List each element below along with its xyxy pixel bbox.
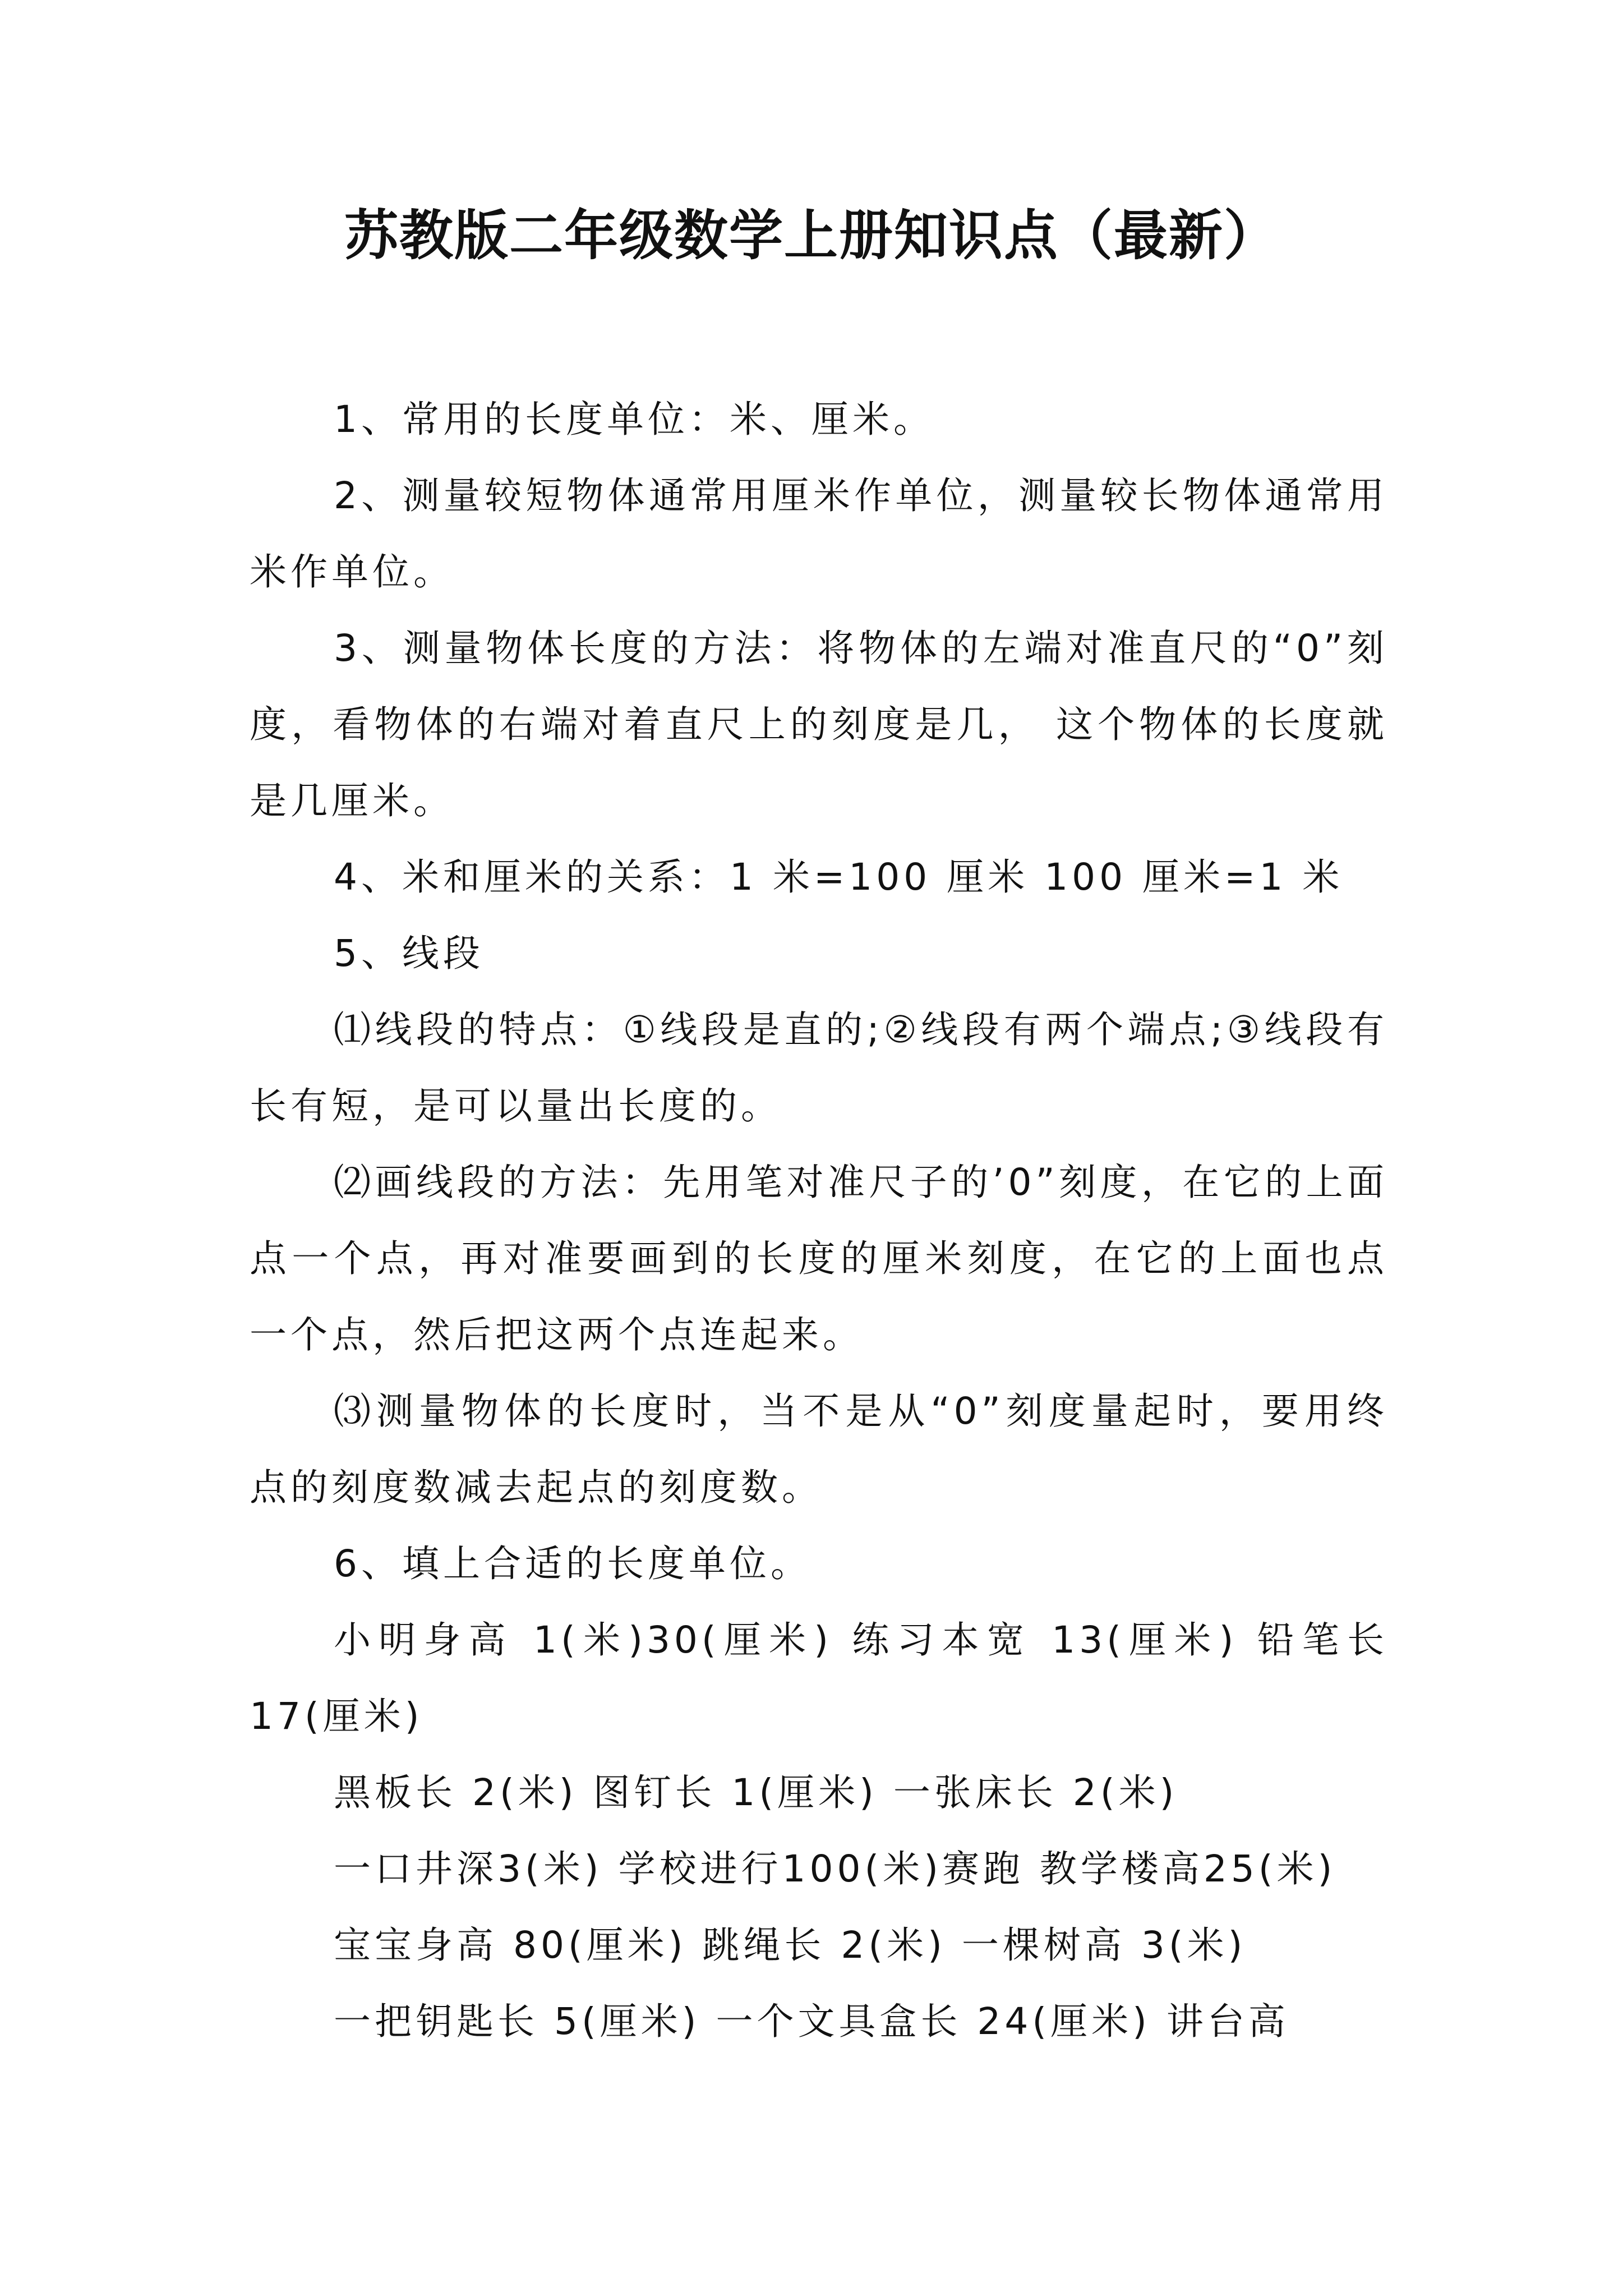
paragraph-measure-units: 2、测量较短物体通常用厘米作单位，测量较长物体通常用米作单位。 bbox=[250, 474, 1388, 593]
paragraph-exercise-line-4: 宝宝身高 80(厘米) 跳绳长 2(米) 一棵树高 3(米) bbox=[334, 1924, 1247, 1967]
document-body bbox=[250, 381, 1388, 2060]
document-title: 苏教版二年级数学上册知识点（最新） bbox=[344, 204, 1279, 267]
paragraph-line-segment-heading: 5、线段 bbox=[334, 932, 484, 975]
paragraph-exercise-line-5: 一把钥匙长 5(厘米) 一个文具盒长 24(厘米) 讲台高 bbox=[334, 2000, 1289, 2043]
paragraph-length-units: 1、常用的长度单位：米、厘米。 bbox=[334, 398, 934, 441]
paragraph-segment-features: ⑴线段的特点：①线段是直的;②线段有两个端点;③线段有长有短，是可以量出长度的。 bbox=[250, 1008, 1388, 1128]
paragraph-fill-units-heading: 6、填上合适的长度单位。 bbox=[334, 1542, 811, 1585]
paragraph-exercise-line-3: 一口井深3(米) 学校进行100(米)赛跑 教学楼高25(米) bbox=[334, 1847, 1336, 1890]
paragraph-meter-centimeter-relation: 4、米和厘米的关系：1 米=100 厘米 100 厘米=1 米 bbox=[334, 855, 1344, 899]
paragraph-draw-segment-method: ⑵画线段的方法：先用笔对准尺子的’0”刻度，在它的上面点一个点，再对准要画到的长度的厘米刻度，在它的上面也点一个点，然后把这两个点连起来。 bbox=[250, 1161, 1388, 1356]
paragraph-measure-method: 3、测量物体长度的方法：将物体的左端对准直尺的“0”刻度，看物体的右端对着直尺上的刻度是几， 这个物体的长度就是几厘米。 bbox=[250, 627, 1388, 822]
paragraph-exercise-line-1: 小明身高 1(米)30(厘米) 练习本宽 13(厘米) 铅笔长 17(厘米) bbox=[250, 1618, 1388, 1738]
paragraph-measure-not-from-zero: ⑶测量物体的长度时，当不是从“0”刻度量起时，要用终点的刻度数减去起点的刻度数。 bbox=[250, 1389, 1388, 1509]
paragraph-exercise-line-2: 黑板长 2(米) 图钉长 1(厘米) 一张床长 2(米) bbox=[334, 1771, 1178, 1814]
